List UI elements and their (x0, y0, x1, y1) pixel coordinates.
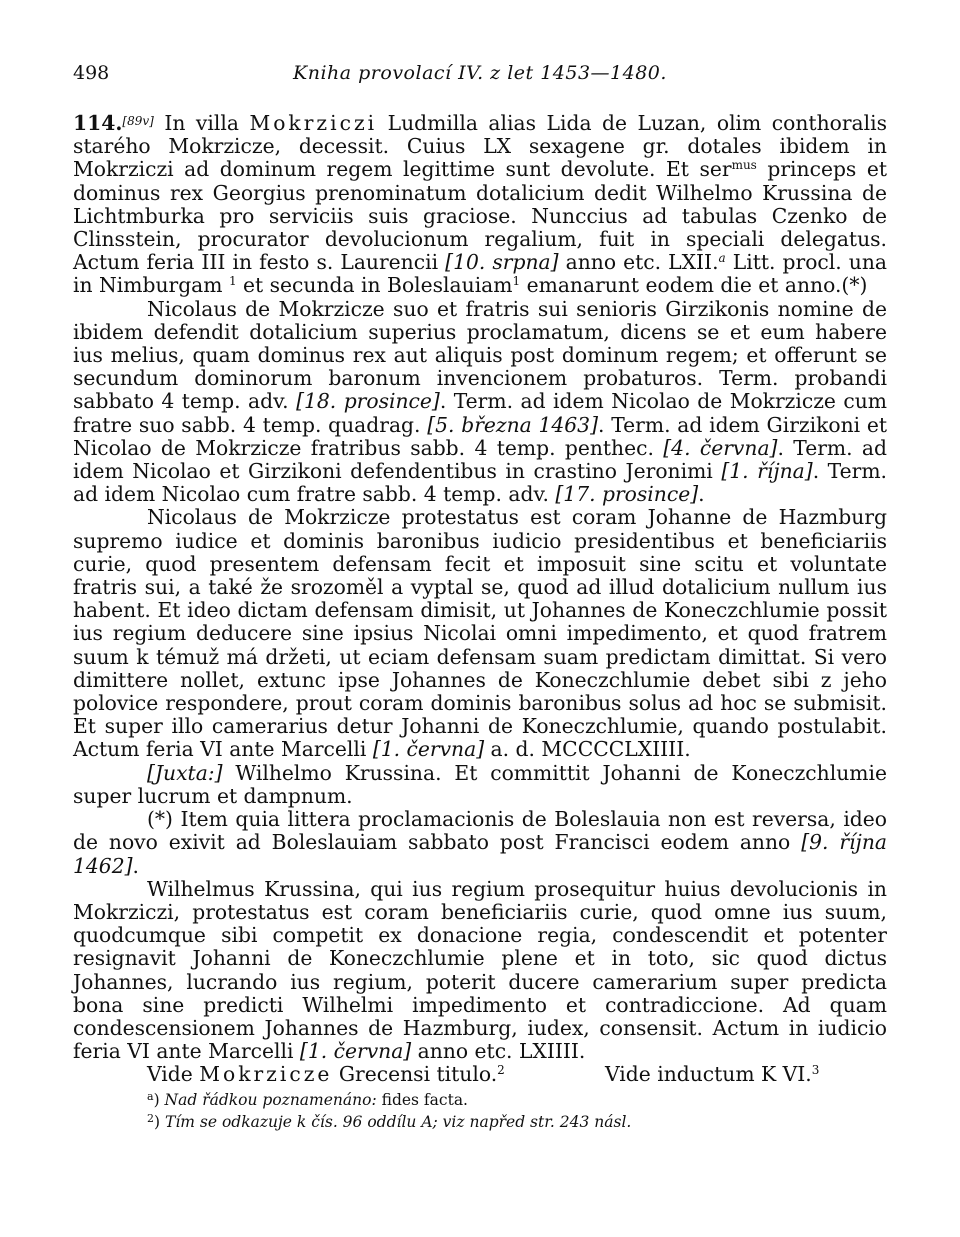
editorial-date: [9. října 1462] (73, 830, 887, 878)
footnote-italic: Tím se odkazuje k čís. 96 oddílu A; viz napřed str. 243 násl. (164, 1112, 632, 1131)
editorial-note: [Juxta:] (147, 760, 223, 785)
footnote-mark: a (147, 1089, 154, 1103)
place-name: Mokrzicze (199, 1062, 333, 1087)
editorial-date: [5. března 1463] (427, 412, 599, 437)
paragraph-juxta (73, 762, 887, 808)
footnote-ref-2: 2 (497, 1063, 505, 1078)
paragraph-defense (73, 298, 887, 507)
text-run: a. d. MCCCCLXIIII. (484, 737, 691, 762)
reference-right (605, 1063, 819, 1086)
folio-reference: [89v] (122, 114, 154, 128)
place-name: Mokrziczi (249, 111, 378, 135)
footnote-italic: Nad řádkou poznamenáno: (164, 1090, 377, 1109)
text-run: Nicolaus de Mokrzicze protestatus est coram Johanne de Hazmburg supremo iudice et dominis baronibus iudicio presidentibus et beneficiariis curie, quod presentem defensam fecit et imposuit sine scitu et voluntate fratris sui, a také že srozoměl a vyptal se, quod ad illud dotalicium nullum ius habent. Et ideo dictam defensam dimisit, ut Johannes de Koneczchlumie possit ius regium deducere sine ipsius Nicolai omni impedimento, et quod fratrem suum k témuž má držeti, ut eciam defensam suam predictam dimittat. Si vero dimittere nollet, extunc ipse Johannes de Koneczchlumie debet sibi z jeho polovice respondere, prout coram dominis baronibus solus ad hoc se submisit. Et super illo camerarius detur Johanni de Koneczchlumie, quando postulabit. Actum feria VI ante Marcelli (73, 505, 887, 762)
footnote-ref-1b: 1 (512, 274, 521, 289)
text-run: princeps et dominus rex Georgius prenominatum dotalicium dedit Wilhelmo Krussina de Lichtmburka pro serviciis suis graciose. Nunccius ad tabulas Czenko de Clinsstein, procurator devolucionum regalium, fuit in speciali delegatus. Actum feria III in festo s. Laurencii (73, 157, 888, 275)
text-run: anno etc. LXII. (558, 250, 719, 275)
text-run: et secunda in Boleslauiam (236, 273, 513, 298)
page (73, 62, 887, 1133)
text-run: . (698, 482, 705, 507)
footnote: $^a$) Nad řádkou poznamenáno: fides facta. (147, 1089, 468, 1109)
paragraph-entry-114 (73, 110, 887, 298)
text-run: In villa (164, 111, 250, 135)
editorial-date: [4. června] (663, 435, 778, 460)
text-run: Ludmilla alias Lida de Luzan, olim conthoralis starého Mokrzicze, decessit. Cuius LX sexagene gr. dotales ibidem in Mokrziczi ad dominum regem legittime sunt devolute. Et ser (73, 111, 888, 182)
text-run: Vide (147, 1062, 200, 1087)
editorial-date: [1. června] (299, 1039, 412, 1064)
editorial-date: [1. června] (372, 737, 485, 762)
text-run: Wilhelmo Krussina. Et committit Johanni de Koneczchlumie super lucrum et dampnum. (73, 760, 887, 808)
text-run: Wilhelmus Krussina, qui ius regium prosequitur huius devolucionis in Mokrziczi, protestatus est coram beneficiariis curie, quod omne ius suum, quodcumque sibi competit ex donacione regia, condescendit et potenter resignavit Johanni de Koneczchlumie plene et in toto, sic quod dictus Johannes, lucrando ius regium, poterit ducere camerarium super predicta bona sine predicti Wilhelmi impedimento et contradiccione. Ad quam condescensionem Johannes de Hazmburg, iudex, consensit. Actum in iudicio feria VI ante Marcelli (73, 876, 887, 1064)
editorial-date: [17. prosince] (555, 482, 699, 507)
text-run: Litt. procl. una in Nimburgam (73, 250, 887, 298)
footnotes (147, 1089, 887, 1133)
text-run: (*) Item quia littera proclamacionis de Boleslauia non est reversa, ideo de novo exivit ad Boleslauiam sabbato post Francisci eodem anno (73, 807, 887, 855)
footnote-ref-a: a (718, 251, 726, 266)
text-run: . (132, 853, 139, 878)
reference-left (147, 1063, 605, 1086)
superscript: mus (731, 158, 757, 173)
text-run: . Term. ad idem Nicolao cum fratre sabb. 4 temp. adv. (73, 459, 887, 507)
running-title: Kniha provolací IV. z let 1453—1480. (293, 62, 667, 84)
text-run: Nicolaus de Mokrzicze suo et fratris sui senioris Girzikonis nomine de ibidem defendit dotalicium superius proclamatum, dicens se et eum habere ius melius, quam dominus rex aut aliquis post dominum regem; et offerunt se secundum dominorum baronum invencionem probaturos. Term. probandi sabbato 4 temp. adv. (73, 296, 887, 414)
text-run: . Term. ad idem Girzikoni et Nicolao de Mokrzicze fratribus sabb. 4 temp. penthec. (73, 412, 888, 460)
footnote: $^2$) Tím se odkazuje k čís. 96 oddílu A; viz napřed str. 243 násl. (147, 1111, 632, 1131)
text-run: Grecensi titulo. (332, 1062, 498, 1087)
footnote-mark: 2 (147, 1111, 154, 1125)
running-head (73, 62, 887, 92)
cross-references (73, 1063, 887, 1086)
text-run: . Term. ad idem Nicolao de Mokrzicze cum fratre suo sabb. 4 temp. quadrag. (73, 389, 887, 437)
page-number: 498 (73, 62, 110, 84)
paragraph-item (73, 808, 887, 878)
paragraph-protest (73, 506, 887, 761)
footnote-ref-1: 1 (228, 274, 237, 289)
paragraph-wilhelmus (73, 878, 887, 1064)
text-run: emanarunt eodem die et anno.(*) (520, 273, 868, 298)
text-run: anno etc. LXIIII. (411, 1039, 586, 1064)
entry-number: 114. (73, 111, 123, 135)
editorial-date: [18. prosince] (296, 389, 440, 414)
footnote-ref-3: 3 (811, 1063, 820, 1078)
body-text (73, 110, 887, 1133)
text-run: . Term. ad idem Nicolao et Girzikoni defendentibus in crastino Jeronimi (73, 435, 887, 484)
editorial-date: [1. října] (721, 459, 813, 484)
text-run: Vide inductum K VI. (605, 1062, 812, 1087)
footnote-text: fides facta. (376, 1090, 468, 1109)
editorial-date: [10. srpna] (445, 250, 559, 275)
